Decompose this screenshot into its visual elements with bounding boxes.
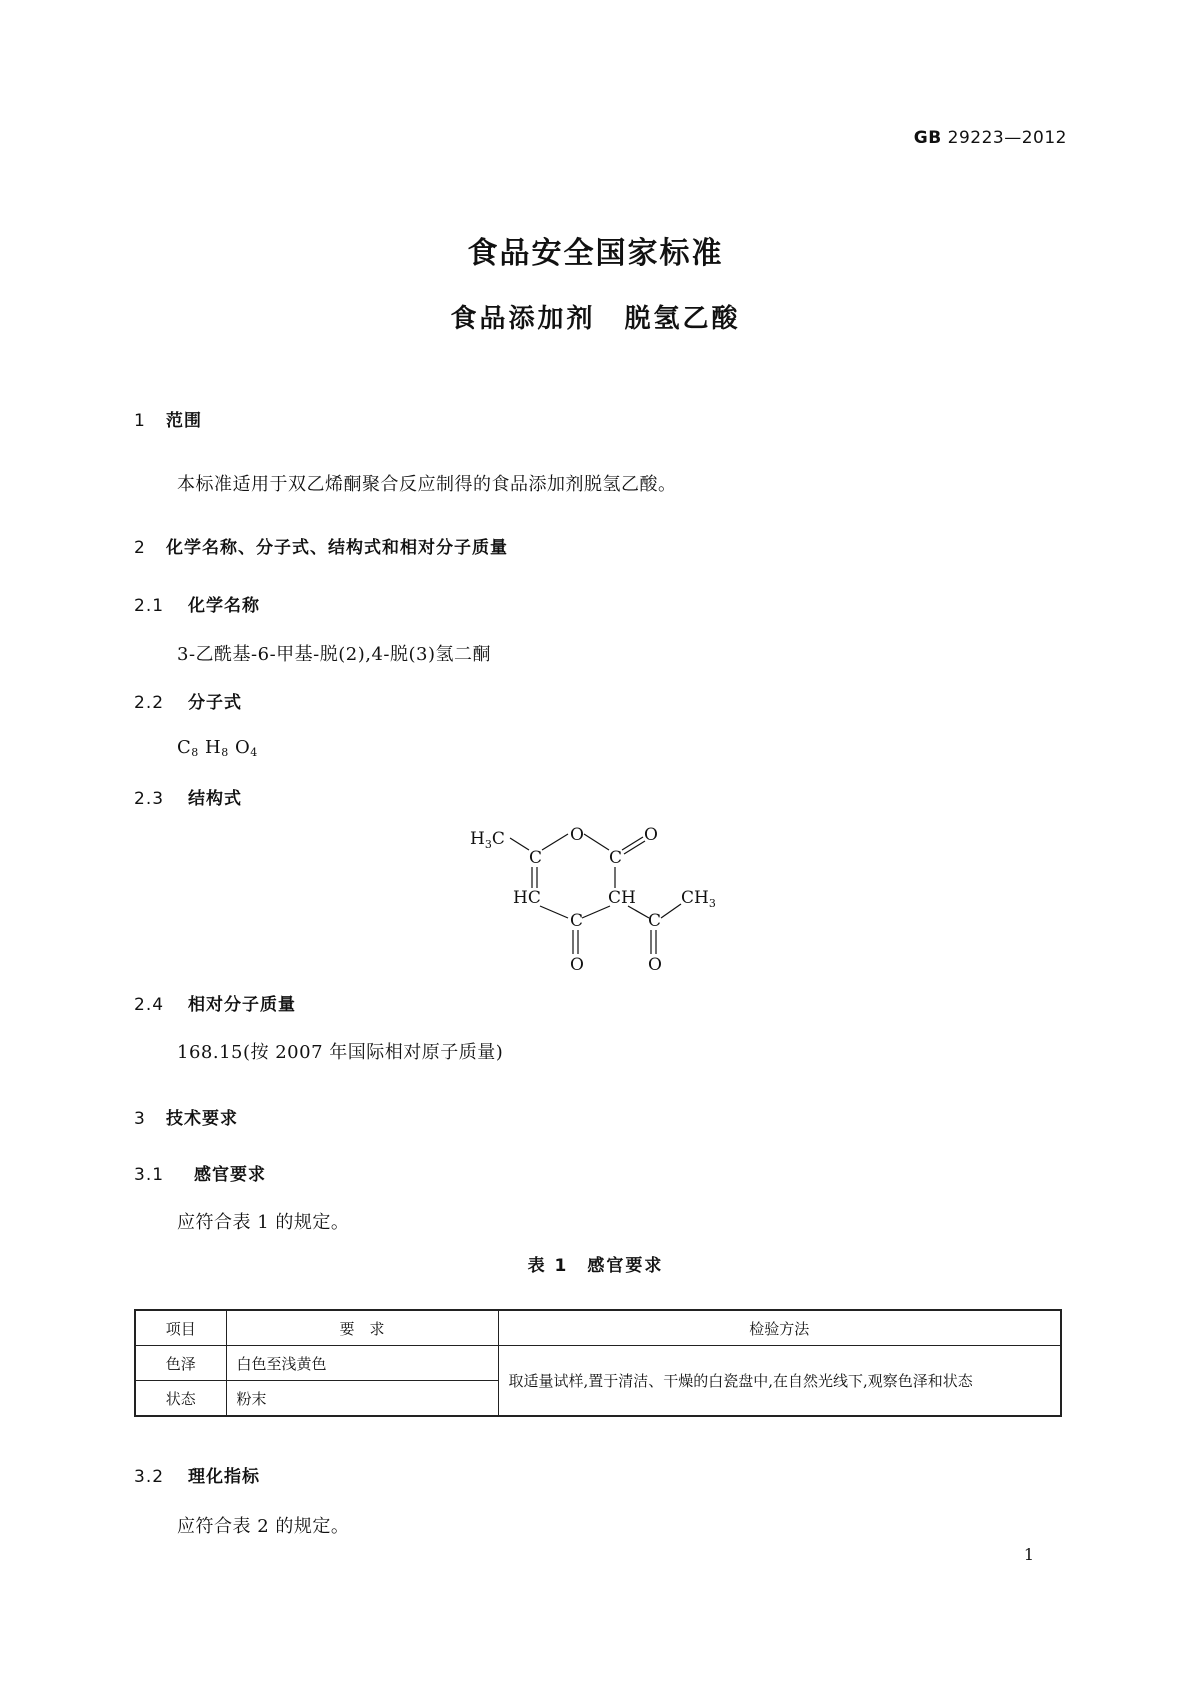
section-3-1-heading — [134, 1160, 266, 1185]
formula-count-h: 8 — [221, 746, 229, 759]
section-number: 2 — [134, 538, 146, 558]
bond-c5-c4 — [540, 906, 568, 918]
bond-c3-c4 — [582, 906, 610, 918]
label-carbonyl-oxygen-bottom-1: O — [570, 955, 584, 975]
formula-element-h: H — [205, 737, 222, 758]
row-method: 取适量试样,置于清洁、干燥的白瓷盘中,在自然光线下,观察色泽和状态 — [498, 1346, 1061, 1417]
label-carbonyl-oxygen-top: O — [644, 825, 658, 845]
label-acetyl-carbon: C — [648, 911, 662, 931]
label-ring-carbon-6: C — [529, 848, 543, 868]
header-item: 项目 — [135, 1310, 226, 1346]
section-title: 范围 — [166, 411, 202, 431]
label-h3c: $H_3C$ — [470, 829, 505, 851]
standard-code — [914, 128, 1067, 148]
section-number: 3.1 — [134, 1165, 165, 1185]
section-2-heading — [134, 533, 508, 558]
standard-prefix: GB — [913, 128, 942, 148]
bond-acetyl-ch3 — [661, 904, 681, 918]
molecular-formula — [177, 737, 258, 759]
section-3-2-text: 应符合表 2 的规定。 — [177, 1516, 350, 1537]
label-carbonyl-oxygen-bottom-2: O — [648, 955, 662, 975]
label-ch3: $CH_3$ — [681, 888, 716, 910]
section-1-text: 本标准适用于双乙烯酮聚合反应制得的食品添加剂脱氢乙酸。 — [177, 474, 677, 495]
section-number: 3.2 — [134, 1467, 165, 1487]
bond-c6-o1 — [542, 834, 568, 850]
bond-methyl — [510, 838, 529, 850]
label-ch: CH — [608, 888, 636, 908]
table-row — [135, 1346, 1061, 1381]
row-item: 色泽 — [135, 1346, 226, 1381]
formula-element-o: O — [234, 737, 251, 758]
label-ring-carbon-4: C — [570, 911, 584, 931]
section-2-4-heading — [134, 990, 296, 1015]
section-2-1-heading — [134, 591, 260, 616]
section-title: 化学名称 — [188, 596, 260, 616]
standard-number: 29223—2012 — [947, 128, 1067, 148]
formula-count-o: 4 — [250, 746, 258, 759]
section-1-heading — [134, 406, 202, 431]
row-item: 状态 — [135, 1381, 226, 1417]
row-requirement: 白色至浅黄色 — [226, 1346, 498, 1381]
table-header-row — [135, 1310, 1061, 1346]
bond-o1-c2 — [584, 834, 609, 850]
section-title: 感官要求 — [194, 1165, 266, 1185]
section-3-1-text: 应符合表 1 的规定。 — [177, 1212, 350, 1233]
section-number: 2.2 — [134, 693, 165, 713]
section-title: 理化指标 — [188, 1467, 260, 1487]
section-number: 1 — [134, 411, 146, 431]
row-requirement: 粉末 — [226, 1381, 498, 1417]
section-number: 2.1 — [134, 596, 165, 616]
section-3-2-heading — [134, 1462, 260, 1487]
section-title: 分子式 — [188, 693, 242, 713]
table-1-caption: 表 1 感官要求 — [527, 1256, 664, 1276]
document-title: 食品安全国家标准 — [467, 236, 724, 271]
section-number: 2.4 — [134, 995, 165, 1015]
section-2-2-heading — [134, 688, 242, 713]
section-3-heading — [134, 1104, 238, 1129]
header-requirement: 要 求 — [226, 1310, 498, 1346]
document-subtitle: 食品添加剂 脱氢乙酸 — [450, 304, 741, 334]
section-number: 2.3 — [134, 789, 165, 809]
section-number: 3 — [134, 1109, 146, 1129]
label-hc: HC — [513, 888, 541, 908]
chemical-name: 3-乙酰基-6-甲基-脱(2),4-脱(3)氢二酮 — [177, 644, 491, 665]
label-ring-oxygen: O — [570, 825, 584, 845]
section-title: 化学名称、分子式、结构式和相对分子质量 — [166, 538, 508, 558]
formula-count-c: 8 — [191, 746, 199, 759]
label-ring-carbon-2: C — [609, 848, 623, 868]
page-number: 1 — [1023, 1545, 1034, 1564]
section-2-3-heading — [134, 784, 242, 809]
bond-c3-acetyl — [628, 906, 649, 918]
sensory-requirements-table — [134, 1309, 1062, 1417]
section-title: 技术要求 — [166, 1109, 238, 1129]
section-title: 相对分子质量 — [188, 995, 296, 1015]
molecular-mass: 168.15(按 2007 年国际相对原子质量) — [177, 1042, 504, 1063]
structural-formula — [460, 820, 740, 980]
header-method: 检验方法 — [498, 1310, 1061, 1346]
formula-element-c: C — [177, 737, 192, 758]
section-title: 结构式 — [188, 789, 242, 809]
